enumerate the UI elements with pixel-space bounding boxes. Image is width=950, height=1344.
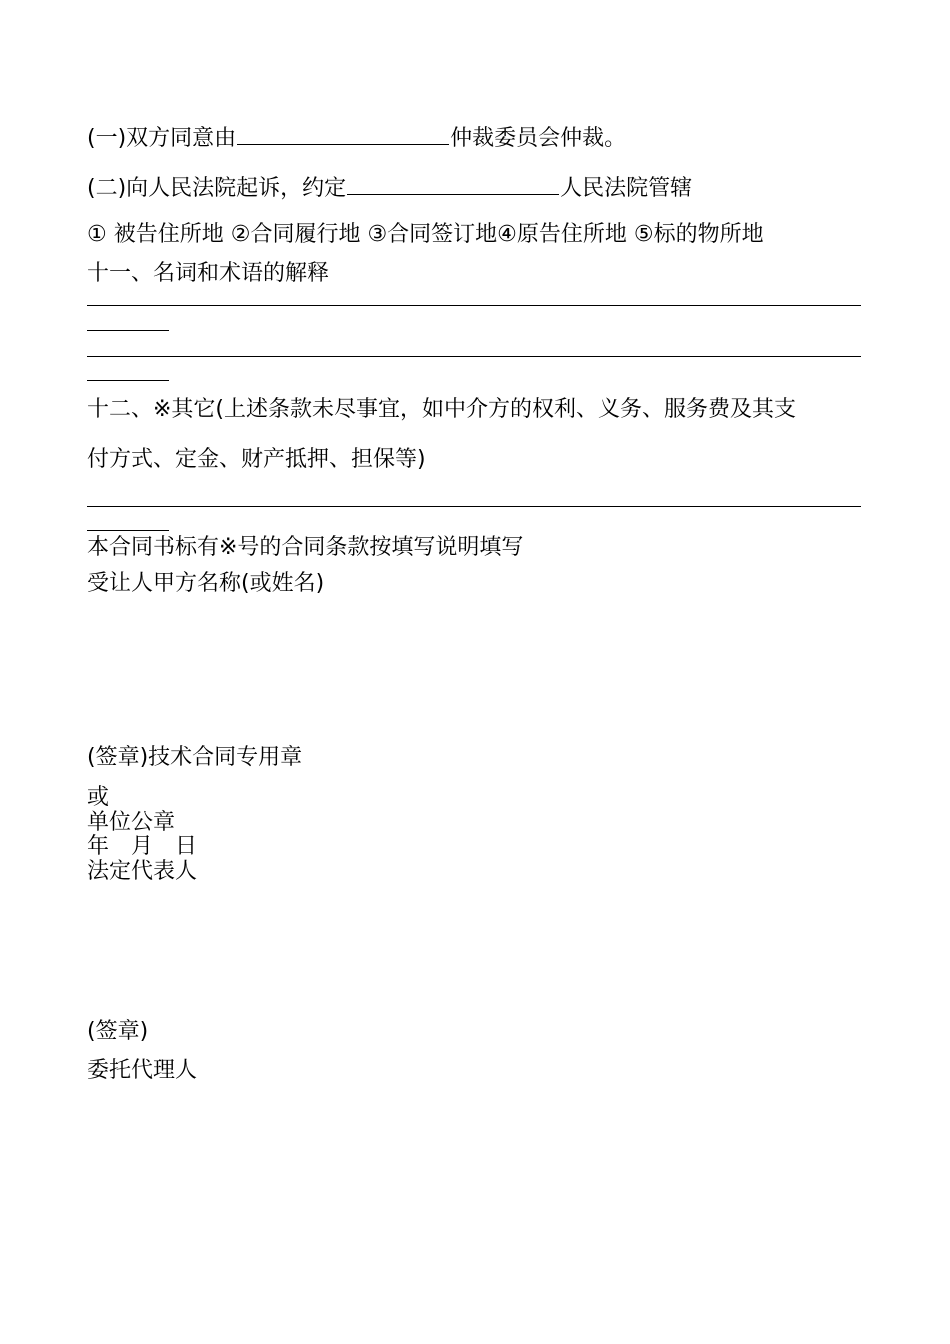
arbitration-option-2-suffix: 人民法院管辖 xyxy=(560,176,693,201)
or-label: 或 xyxy=(87,785,110,810)
venue-option-2: ②合同履行地 xyxy=(223,222,361,247)
venue-option-5: ⑤标的物所地 xyxy=(626,222,764,247)
section-11-fill-line-2[interactable] xyxy=(87,356,861,357)
section-11-heading: 十一、名词和术语的解释 xyxy=(87,261,330,286)
arbitration-option-1-prefix: (一)双方同意由 xyxy=(87,126,237,151)
section-12-line-1: 十二、※其它(上述条款未尽事宜，如中介方的权利、义务、服务费及其支 xyxy=(87,397,797,422)
circled-one-marker: ① xyxy=(87,222,107,247)
date-line: 年 月 日 xyxy=(87,834,198,859)
arbitration-option-2-prefix: (二)向人民法院起诉，约定 xyxy=(87,176,347,201)
venue-option-3-4: ③合同签订地④原告住所地 xyxy=(360,222,627,247)
section-12-fill-line-tail[interactable] xyxy=(87,530,169,531)
venue-options-line xyxy=(87,224,764,246)
transferee-label: 受让人甲方名称(或姓名) xyxy=(87,571,325,596)
unit-seal-label: 单位公章 xyxy=(87,810,176,835)
venue-option-1: 被告住所地 xyxy=(106,222,224,247)
arbitration-commission-blank[interactable] xyxy=(237,124,449,145)
arbitration-option-1-suffix: 仲裁委员会仲裁。 xyxy=(450,126,627,151)
signature-seal-label: (签章) xyxy=(87,1019,149,1044)
section-11-fill-line-1[interactable] xyxy=(87,305,861,306)
fill-instruction-note: 本合同书标有※号的合同条款按填写说明填写 xyxy=(87,535,524,560)
section-12-line-2: 付方式、定金、财产抵押、担保等) xyxy=(87,447,426,472)
arbitration-option-2 xyxy=(87,174,692,200)
authorized-agent-label: 委托代理人 xyxy=(87,1058,198,1083)
arbitration-option-1 xyxy=(87,124,626,150)
court-blank[interactable] xyxy=(347,174,559,195)
section-11-fill-line-1-tail[interactable] xyxy=(87,330,169,331)
contract-seal-label: (签章)技术合同专用章 xyxy=(87,745,303,770)
legal-representative-label: 法定代表人 xyxy=(87,859,198,884)
section-12-fill-line[interactable] xyxy=(87,506,861,507)
section-11-fill-line-2-tail[interactable] xyxy=(87,380,169,381)
